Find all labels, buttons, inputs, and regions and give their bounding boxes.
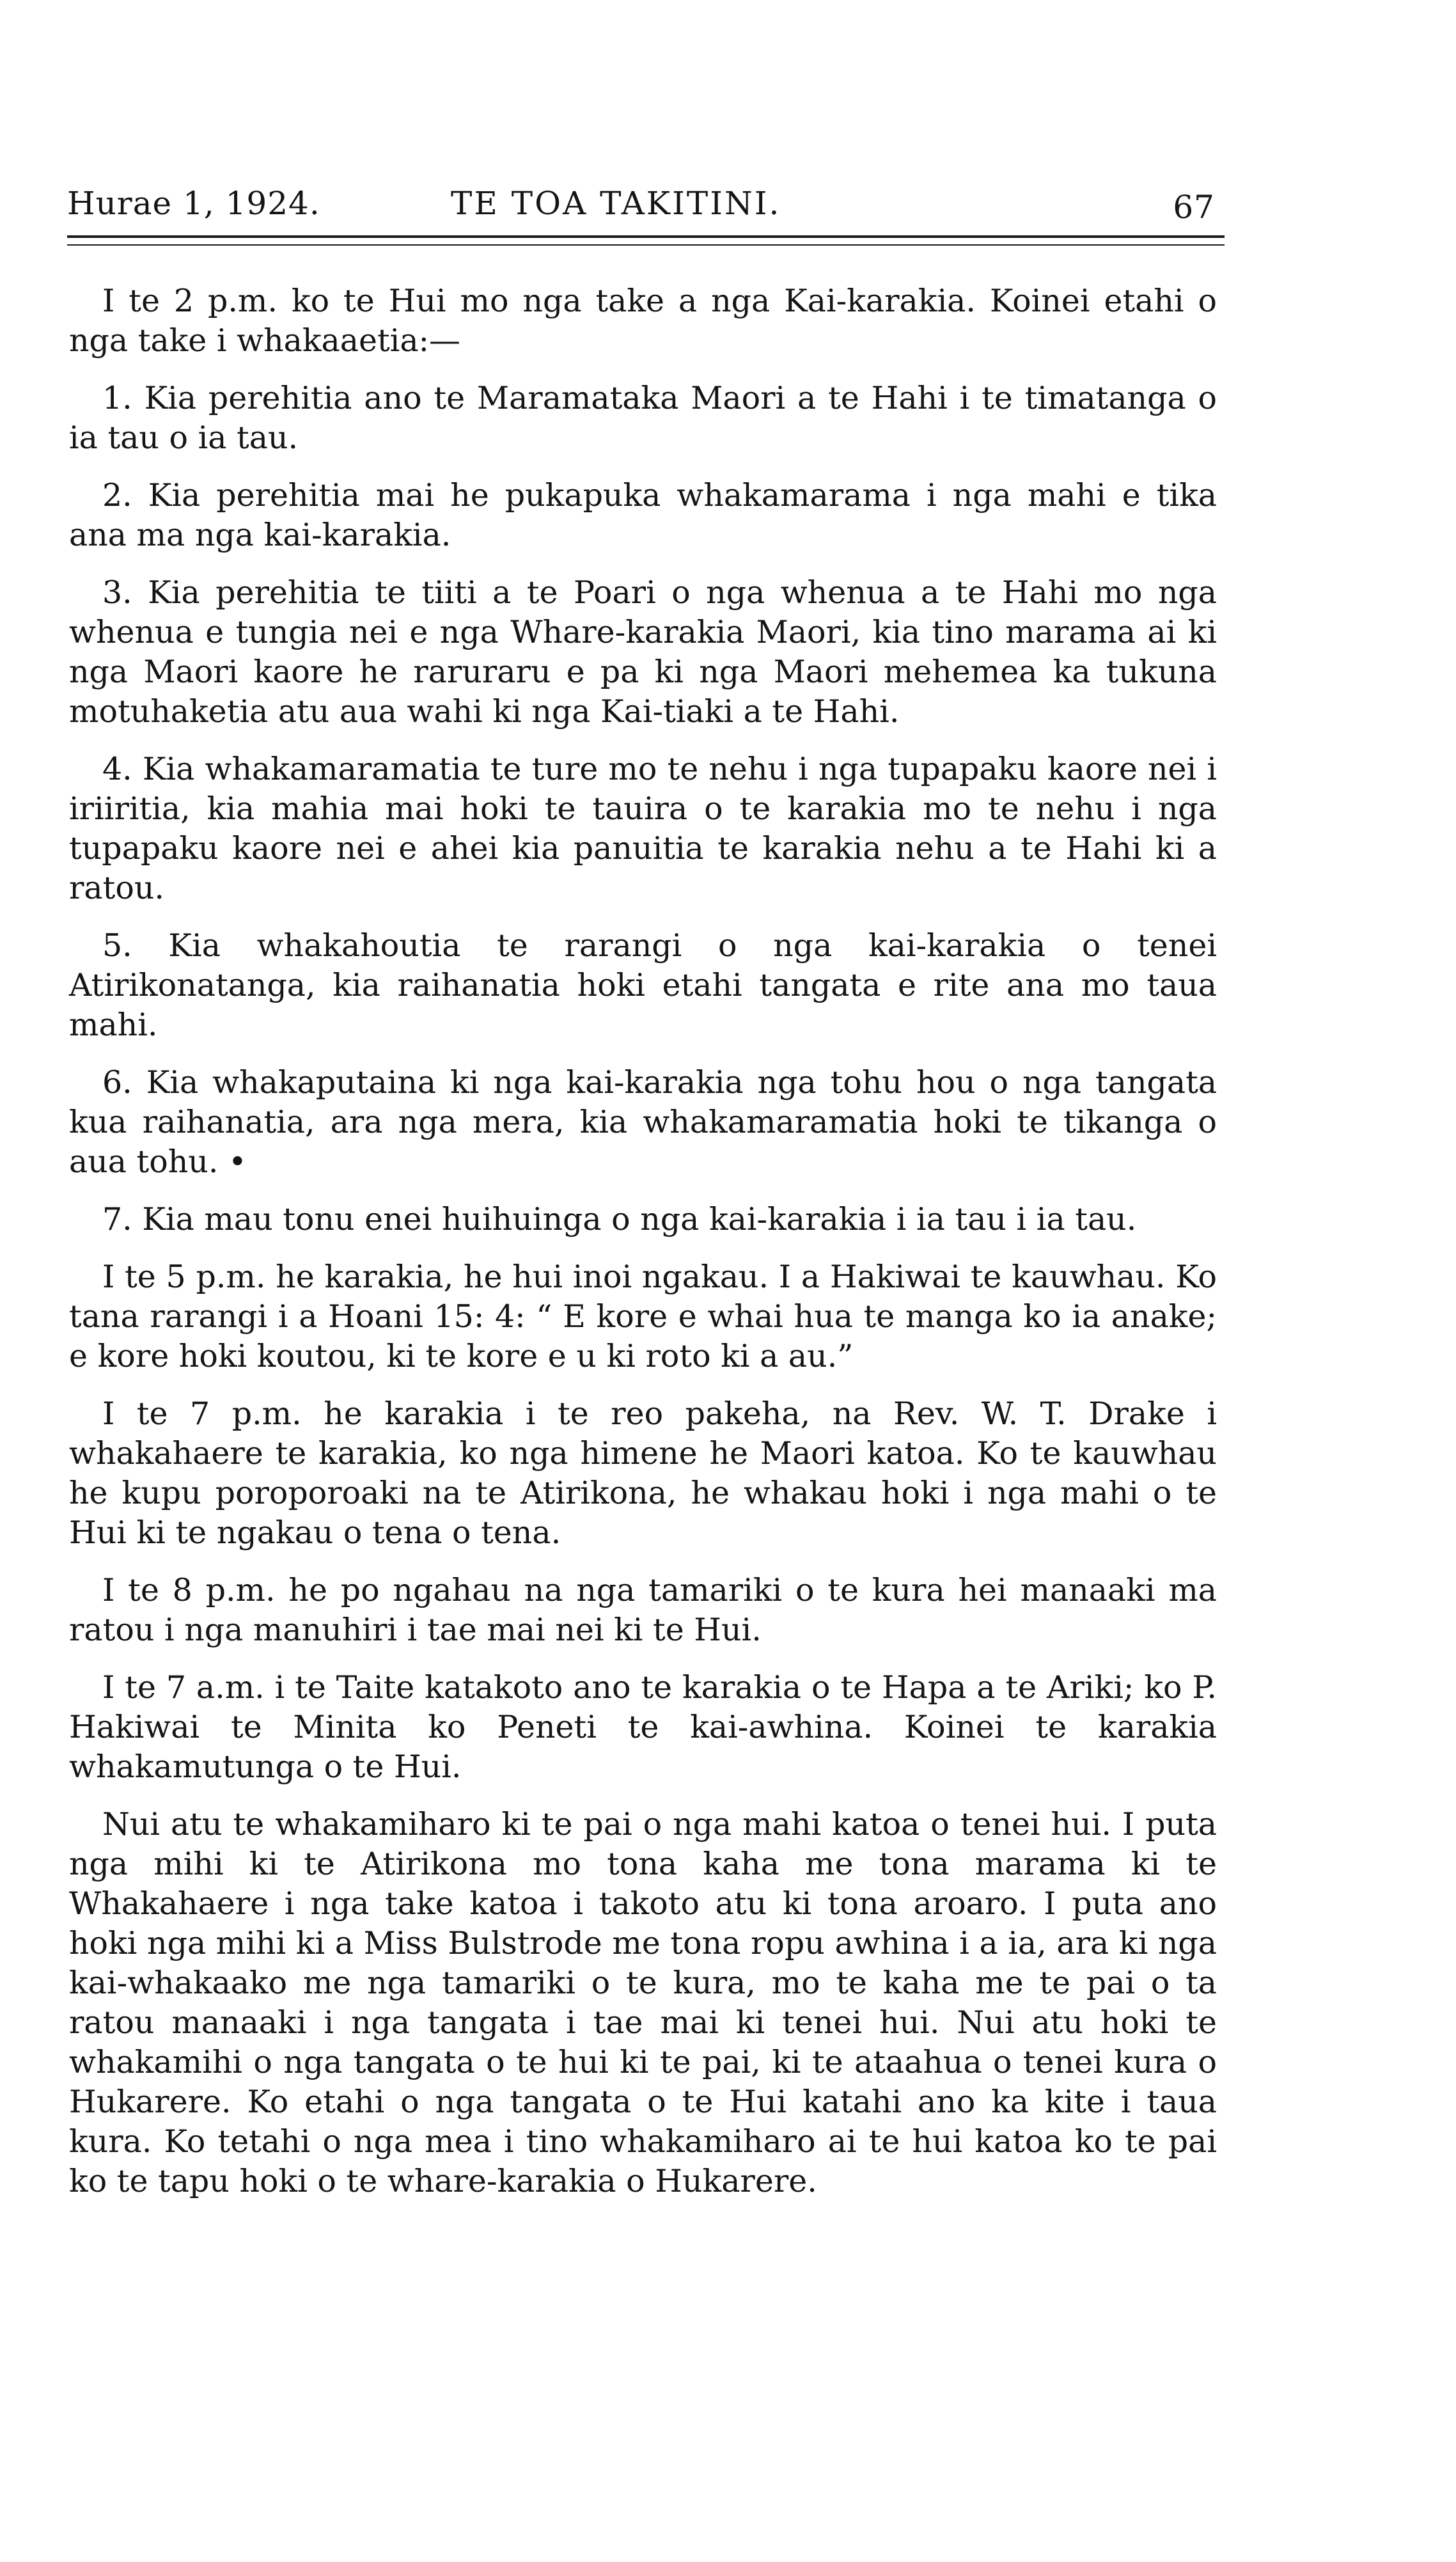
article-body (69, 281, 1217, 2219)
header-rule-thin (67, 244, 1225, 246)
page-number: 67 (1173, 189, 1215, 226)
running-head (67, 184, 1215, 226)
paragraph-item-1: 1. Kia perehitia ano te Maramataka Maori a te Hahi i te timatanga o ia tau o ia tau. (69, 380, 1217, 456)
header-date: Hurae 1, 1924. (67, 185, 320, 222)
header-rule-thick (67, 235, 1225, 238)
paragraph-7pm-service: I te 7 p.m. he karakia i te reo pakeha, na Rev. W. T. Drake i whakahaere te karakia, ko nga himene he Maori katoa. Ko te kauwhau he kupu poroporoaki na te Atirikona, he whakau hoki i nga mahi o te Hui ki te ngakau o tena o tena. (69, 1395, 1217, 1551)
paragraph-8pm-evening: I te 8 p.m. he po ngahau na nga tamariki o te kura hei manaaki ma ratou i nga manuhiri i tae mai nei ki te Hui. (69, 1572, 1217, 1648)
paragraph-item-4: 4. Kia whakamaramatia te ture mo te nehu i nga tupapaku kaore nei i iriiritia, kia mahia mai hoki te tauira o te karakia mo te nehu i nga tupapaku kaore nei e ahei kia panuitia te karakia nehu a te Hahi ki a ratou. (69, 751, 1217, 906)
paragraph-5pm-service: I te 5 p.m. he karakia, he hui inoi ngakau. I a Hakiwai te kauwhau. Ko tana rarangi i a Hoani 15: 4: “ E kore e whai hua te manga ko ia anake; e kore hoki koutou, ki te kore e u ki roto ki a au.” (69, 1259, 1217, 1374)
paragraph-item-6: 6. Kia whakaputaina ki nga kai-karakia nga tohu hou o nga tangata kua raihanatia, ara nga mera, kia whakamaramatia hoki te tikanga o aua tohu. • (69, 1064, 1217, 1180)
paragraph-meeting-intro: I te 2 p.m. ko te Hui mo nga take a nga Kai-karakia. Koinei etahi o nga take i whakaaetia:— (69, 283, 1217, 359)
paragraph-item-5: 5. Kia whakahoutia te rarangi o nga kai-karakia o tenei Atirikonatanga, kia raihanatia hoki etahi tangata e rite ana mo taua mahi. (69, 927, 1217, 1043)
paragraph-item-3: 3. Kia perehitia te tiiti a te Poari o nga whenua a te Hahi mo nga whenua e tungia nei e nga Whare-karakia Maori, kia tino marama ai ki nga Maori kaore he raruraru e pa ki nga Maori mehemea ka tukuna motuhaketia atu aua wahi ki nga Kai-tiaki a te Hahi. (69, 574, 1217, 730)
paragraph-closing-thanks: Nui atu te whakamiharo ki te pai o nga mahi katoa o tenei hui. I puta nga mihi ki te Atirikona mo tona kaha me tona marama ki te Whakahaere i nga take katoa i takoto atu ki tona aroaro. I puta ano hoki nga mihi ki a Miss Bulstrode me tona ropu awhina i a ia, ara ki nga kai-whakaako me nga tamariki o te kura, mo te kaha me te pai o ta ratou manaaki i nga tangata i tae mai ki tenei hui. Nui atu hoki te whakamihi o nga tangata o te hui ki te pai, ki te ataahua o tenei kura o Hukarere. Ko etahi o nga tangata o te Hui katahi ano ka kite i taua kura. Ko tetahi o nga mea i tino whakamiharo ai te hui katoa ko te pai ko te tapu hoki o te whare-karakia o Hukarere. (69, 1806, 1217, 2199)
paragraph-item-2: 2. Kia perehitia mai he pukapuka whakamarama i nga mahi e tika ana ma nga kai-karakia. (69, 477, 1217, 553)
paragraph-item-7: 7. Kia mau tonu enei huihuinga o nga kai-karakia i ia tau i ia tau. (102, 1201, 1137, 1238)
publication-title: TE TOA TAKITINI. (451, 185, 781, 222)
paragraph-7am-communion: I te 7 a.m. i te Taite katakoto ano te karakia o te Hapa a te Ariki; ko P. Hakiwai te Minita ko Peneti te kai-awhina. Koinei te karakia whakamutunga o te Hui. (69, 1669, 1217, 1785)
